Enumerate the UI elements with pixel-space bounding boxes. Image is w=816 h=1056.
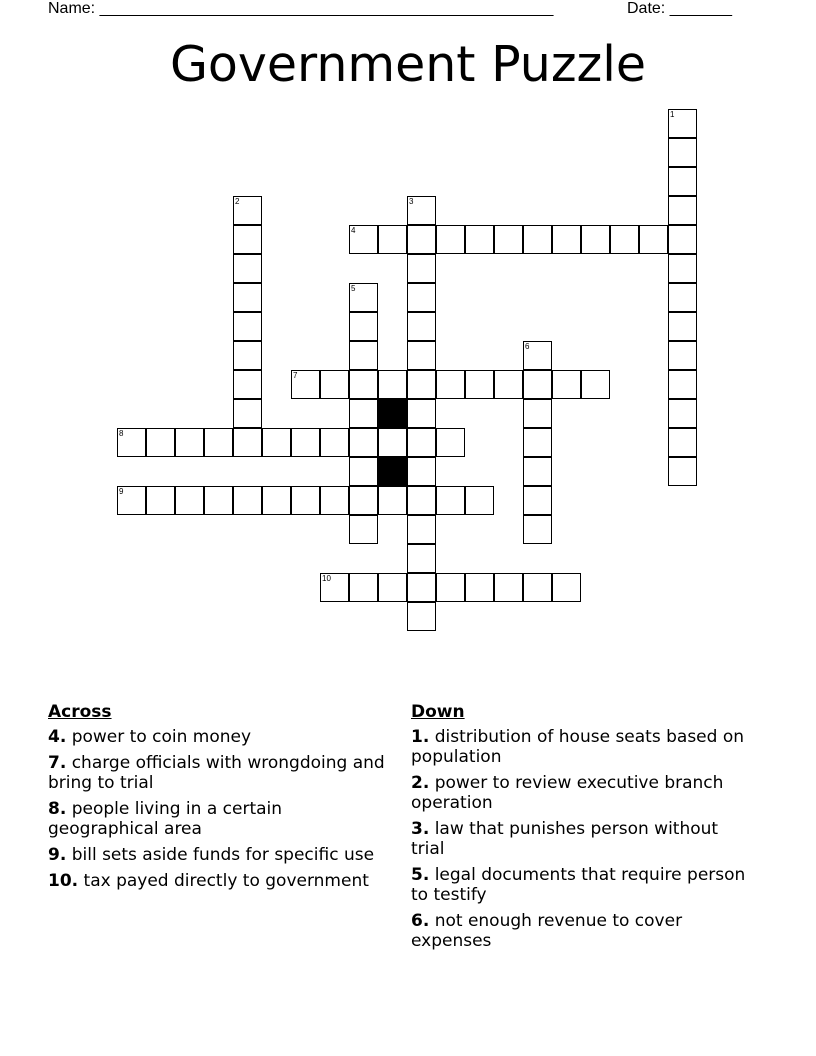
grid-cell[interactable] xyxy=(204,486,233,515)
grid-cell[interactable] xyxy=(233,486,262,515)
grid-cell[interactable] xyxy=(523,399,552,428)
grid-cell[interactable] xyxy=(494,370,523,399)
grid-cell[interactable] xyxy=(349,457,378,486)
grid-cell[interactable] xyxy=(407,457,436,486)
grid-cell[interactable] xyxy=(407,370,436,399)
across-clue: 4. power to coin money xyxy=(48,727,252,747)
grid-cell[interactable] xyxy=(320,428,349,457)
grid-cell[interactable] xyxy=(639,225,668,254)
grid-cell[interactable] xyxy=(349,486,378,515)
grid-cell[interactable] xyxy=(378,370,407,399)
grid-cell[interactable] xyxy=(320,573,349,602)
clue-number: 1 xyxy=(670,110,675,119)
grid-cell[interactable] xyxy=(407,428,436,457)
across-heading: Across xyxy=(48,702,112,722)
grid-cell[interactable] xyxy=(552,573,581,602)
clue-number: 8 xyxy=(119,429,124,438)
grid-cell[interactable] xyxy=(407,573,436,602)
clue-number: 10 xyxy=(322,574,331,583)
clue-number: 2 xyxy=(235,197,240,206)
down-clues xyxy=(411,702,756,957)
grid-cell[interactable] xyxy=(349,573,378,602)
grid-cell[interactable] xyxy=(233,225,262,254)
grid-cell[interactable] xyxy=(407,486,436,515)
grid-cell[interactable] xyxy=(349,312,378,341)
grid-cell[interactable] xyxy=(552,225,581,254)
grid-cell[interactable] xyxy=(436,486,465,515)
down-clue: 5. legal documents that require person to testify xyxy=(411,865,746,905)
grid-cell[interactable] xyxy=(523,573,552,602)
grid-cell[interactable] xyxy=(407,225,436,254)
grid-cell[interactable] xyxy=(668,457,697,486)
clue-number: 7 xyxy=(293,371,298,380)
grid-cell[interactable] xyxy=(407,341,436,370)
grid-cell[interactable] xyxy=(523,457,552,486)
grid-cell[interactable] xyxy=(349,399,378,428)
grid-cell[interactable] xyxy=(436,370,465,399)
grid-cell[interactable] xyxy=(378,486,407,515)
grid-cell[interactable] xyxy=(349,341,378,370)
grid-cell[interactable] xyxy=(668,196,697,225)
grid-cell[interactable] xyxy=(262,428,291,457)
grid-cell[interactable] xyxy=(581,225,610,254)
grid-cell[interactable] xyxy=(320,370,349,399)
grid-cell[interactable] xyxy=(233,312,262,341)
grid-cell[interactable] xyxy=(494,225,523,254)
grid-cell[interactable] xyxy=(668,167,697,196)
grid-cell[interactable] xyxy=(233,399,262,428)
grid-cell[interactable] xyxy=(146,486,175,515)
grid-cell[interactable] xyxy=(407,602,436,631)
clue-number: 5 xyxy=(351,284,356,293)
grid-cell[interactable] xyxy=(378,225,407,254)
grid-cell[interactable] xyxy=(204,428,233,457)
grid-black-cell xyxy=(378,399,407,428)
grid-cell[interactable] xyxy=(262,486,291,515)
date-field-label: Date: _______ xyxy=(627,0,732,17)
grid-cell[interactable] xyxy=(523,370,552,399)
grid-cell[interactable] xyxy=(465,370,494,399)
grid-cell[interactable] xyxy=(291,370,320,399)
grid-cell[interactable] xyxy=(668,341,697,370)
across-clue: 10. tax payed directly to government xyxy=(48,871,369,891)
grid-cell[interactable] xyxy=(146,428,175,457)
grid-cell[interactable] xyxy=(668,254,697,283)
grid-cell[interactable] xyxy=(378,428,407,457)
across-clue: 9. bill sets aside funds for specific use xyxy=(48,845,375,865)
grid-cell[interactable] xyxy=(320,486,349,515)
grid-cell[interactable] xyxy=(523,515,552,544)
grid-black-cell xyxy=(378,457,407,486)
grid-cell[interactable] xyxy=(291,428,320,457)
grid-cell[interactable] xyxy=(233,370,262,399)
down-clue: 2. power to review executive branch operation xyxy=(411,773,724,813)
down-clue: 3. law that punishes person without trial xyxy=(411,819,719,859)
down-clue: 1. distribution of house seats based on population xyxy=(411,727,744,767)
clue-number: 3 xyxy=(409,197,414,206)
grid-cell[interactable] xyxy=(436,225,465,254)
grid-cell[interactable] xyxy=(668,399,697,428)
grid-cell[interactable] xyxy=(523,341,552,370)
grid-cell[interactable] xyxy=(610,225,639,254)
puzzle-title: Government Puzzle xyxy=(169,36,647,93)
down-heading: Down xyxy=(411,702,465,722)
grid-cell[interactable] xyxy=(465,573,494,602)
grid-cell[interactable] xyxy=(407,196,436,225)
name-field-label: Name: ___________________________________________________ xyxy=(48,0,554,17)
grid-cell[interactable] xyxy=(668,225,697,254)
grid-cell[interactable] xyxy=(407,254,436,283)
grid-cell[interactable] xyxy=(349,283,378,312)
grid-cell[interactable] xyxy=(407,283,436,312)
grid-cell[interactable] xyxy=(465,225,494,254)
clue-number: 4 xyxy=(351,226,356,235)
grid-cell[interactable] xyxy=(407,312,436,341)
grid-cell[interactable] xyxy=(407,544,436,573)
grid-cell[interactable] xyxy=(349,515,378,544)
grid-cell[interactable] xyxy=(523,486,552,515)
grid-cell[interactable] xyxy=(233,428,262,457)
grid-cell[interactable] xyxy=(494,573,523,602)
grid-cell[interactable] xyxy=(233,341,262,370)
grid-cell[interactable] xyxy=(117,428,146,457)
grid-cell[interactable] xyxy=(523,225,552,254)
grid-cell[interactable] xyxy=(668,428,697,457)
grid-cell[interactable] xyxy=(349,225,378,254)
grid-cell[interactable] xyxy=(668,109,697,138)
grid-cell[interactable] xyxy=(523,428,552,457)
grid-cell[interactable] xyxy=(349,370,378,399)
grid-cell[interactable] xyxy=(668,370,697,399)
grid-cell[interactable] xyxy=(552,370,581,399)
grid-cell[interactable] xyxy=(436,428,465,457)
grid-cell[interactable] xyxy=(233,196,262,225)
clue-number: 9 xyxy=(119,487,124,496)
grid-cell[interactable] xyxy=(668,312,697,341)
clue-number: 6 xyxy=(525,342,530,351)
across-clue: 7. charge officials with wrongdoing and bring to trial xyxy=(48,753,385,793)
grid-cell[interactable] xyxy=(233,283,262,312)
grid-cell[interactable] xyxy=(668,283,697,312)
grid-cell[interactable] xyxy=(117,486,146,515)
grid-cell[interactable] xyxy=(291,486,320,515)
grid-cell[interactable] xyxy=(378,573,407,602)
grid-cell[interactable] xyxy=(175,428,204,457)
grid-cell[interactable] xyxy=(233,254,262,283)
down-clue: 6. not enough revenue to cover expenses xyxy=(411,911,683,951)
grid-cell[interactable] xyxy=(668,138,697,167)
across-clue: 8. people living in a certain geographical area xyxy=(48,799,283,839)
grid-cell[interactable] xyxy=(407,399,436,428)
grid-cell[interactable] xyxy=(175,486,204,515)
grid-cell[interactable] xyxy=(581,370,610,399)
across-clues xyxy=(48,702,388,897)
grid-cell[interactable] xyxy=(436,573,465,602)
grid-cell[interactable] xyxy=(407,515,436,544)
grid-cell[interactable] xyxy=(349,428,378,457)
grid-cell[interactable] xyxy=(465,486,494,515)
